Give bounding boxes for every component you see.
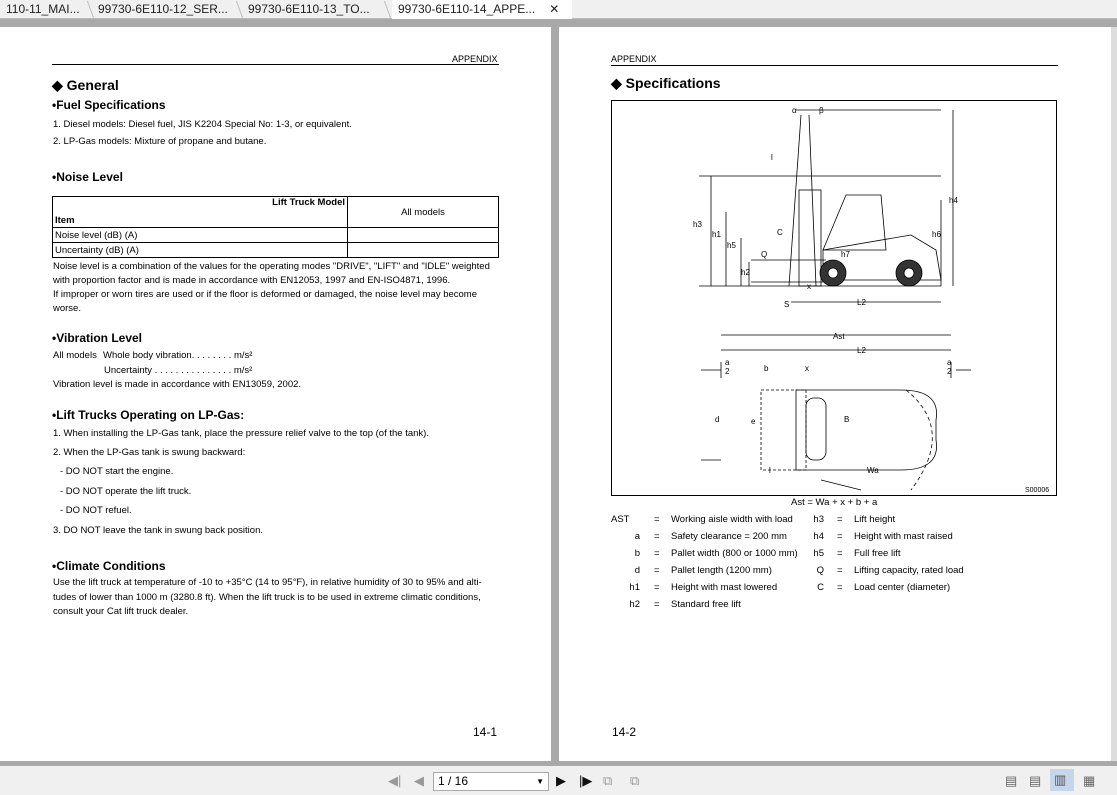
tab-11[interactable]: 110-11_MAI... <box>6 2 80 16</box>
single-page-icon[interactable]: ▤ <box>1005 773 1018 788</box>
legend-key: h3 <box>813 514 824 525</box>
diagram-label: α <box>792 106 797 115</box>
lpgas-text: - DO NOT start the engine. <box>60 466 174 477</box>
legend-equals: = <box>654 582 660 593</box>
fuel-item: 2. LP-Gas models: Mixture of propane and butane. <box>53 136 267 147</box>
table-cell: Noise level (dB) (A) <box>53 228 348 243</box>
dropdown-arrow-icon: ▼ <box>536 777 544 786</box>
tab-14[interactable] <box>392 0 572 19</box>
tab-12[interactable]: 99730-6E110-12_SER... <box>98 2 228 16</box>
diagram-label: Q <box>761 250 768 259</box>
legend-equals: = <box>837 548 843 559</box>
diagram-label: x <box>807 282 811 291</box>
legend-equals: = <box>654 514 660 525</box>
tab-label: 99730-6E110-14_APPE... <box>398 2 536 16</box>
diagram-label: Ast <box>833 332 845 341</box>
legend-equals: = <box>837 514 843 525</box>
diagram-label: b <box>764 364 769 373</box>
legend-key: a <box>634 531 640 542</box>
lpgas-text: 3. DO NOT leave the tank in swung back position. <box>53 525 263 536</box>
legend-equals: = <box>837 565 843 576</box>
diagram-label: h1 <box>712 230 721 239</box>
fuel-item: 1. Diesel models: Diesel fuel, JIS K2204 Special No: 1-3, or equivalent. <box>53 119 352 130</box>
legend-key: b <box>634 548 640 559</box>
legend-equals: = <box>837 582 843 593</box>
legend-key: h4 <box>813 531 824 542</box>
climate-text: tudes of lower than 1000 m (3280.8 ft). When the lift truck is to be used in extreme climatic conditions, <box>53 592 481 603</box>
continuous-facing-icon[interactable]: ▦ <box>1083 773 1096 788</box>
diagram-label: e <box>751 417 756 426</box>
left-page <box>0 27 551 761</box>
diagram-label: a <box>947 358 952 367</box>
tab-bar <box>0 0 1117 19</box>
legend-value: Lifting capacity, rated load <box>854 565 964 576</box>
next-page-icon[interactable]: ▶ <box>556 773 566 788</box>
legend-value: Pallet width (800 or 1000 mm) <box>671 548 798 559</box>
formula: Ast = Wa + x + b + a <box>791 497 878 508</box>
diagram-label: h5 <box>727 241 736 250</box>
lpgas-text: 2. When the LP-Gas tank is swung backward: <box>53 447 246 458</box>
vibration-text: Whole body vibration. . . . . . . . m/s² <box>103 350 253 361</box>
page-number: 14-2 <box>612 725 637 739</box>
close-tab-icon[interactable]: ✕ <box>549 2 560 16</box>
page-number: 14-1 <box>473 725 498 739</box>
table-cell: Uncertainty (dB) (A) <box>53 243 348 258</box>
climate-heading: •Climate Conditions <box>52 559 166 573</box>
legend-key: h1 <box>629 582 640 593</box>
legend-value: Height with mast lowered <box>671 582 778 593</box>
legend-value: Standard free lift <box>671 599 741 610</box>
diagram-label: Wa <box>867 466 879 475</box>
climate-text: Use the lift truck at temperature of -10 to +35°C (14 to 95°F), in relative humidity of 30 to 95% and alti- <box>53 577 482 588</box>
lpgas-text: 1. When installing the LP-Gas tank, place the pressure relief valve to the top (of the tank). <box>53 428 429 439</box>
diagram-label: β <box>819 106 824 115</box>
fuel-heading: •Fuel Specifications <box>52 98 166 112</box>
diagram-label: C <box>777 228 783 237</box>
diagram-label: 2 <box>725 367 730 376</box>
facing-pages-icon[interactable]: ▥ <box>1050 769 1074 791</box>
legend-key: h5 <box>813 548 824 559</box>
legend-value: Working aisle width with load <box>671 514 793 525</box>
noise-heading: •Noise Level <box>52 170 123 184</box>
prev-page-icon[interactable]: ◀ <box>414 773 424 788</box>
noise-table <box>52 196 499 258</box>
diagram-label: L2 <box>857 346 866 355</box>
legend-key: d <box>634 565 640 576</box>
climate-text: consult your Cat lift truck dealer. <box>53 606 189 617</box>
lpgas-text: - DO NOT refuel. <box>60 505 132 516</box>
legend-equals: = <box>654 565 660 576</box>
diagram-label: S <box>784 300 790 309</box>
last-page-icon[interactable]: |▶ <box>579 773 593 788</box>
diagram-label: d <box>715 415 720 424</box>
diagram-label: L2 <box>857 298 866 307</box>
noise-text: worse. <box>53 303 81 314</box>
legend-value: Height with mast raised <box>854 531 953 542</box>
diagram-label: 2 <box>947 367 952 376</box>
section-title: ◆ Specifications <box>611 75 721 91</box>
legend-equals: = <box>654 548 660 559</box>
header-cell: Item <box>55 215 75 226</box>
diagram-code: S00006 <box>1025 487 1050 494</box>
page-selector[interactable] <box>433 772 549 791</box>
tab-13[interactable]: 99730-6E110-13_TO... <box>248 2 370 16</box>
right-page <box>559 27 1111 761</box>
diagram-label: h2 <box>741 268 750 277</box>
continuous-page-icon[interactable]: ▤ <box>1029 773 1042 788</box>
header-cell: Lift Truck Model <box>272 197 345 208</box>
diagram-label: a <box>725 358 730 367</box>
vertical-scrollbar[interactable] <box>1111 27 1117 761</box>
legend-key: C <box>817 582 824 593</box>
diagram-label: h3 <box>693 220 702 229</box>
vibration-heading: •Vibration Level <box>52 331 143 345</box>
legend-equals: = <box>654 531 660 542</box>
bottom-toolbar <box>0 765 1117 795</box>
legend-key: AST <box>611 514 630 525</box>
noise-text: Noise level is a combination of the values for the operating modes "DRIVE", "LIFT" and "IDLE" weighted <box>53 261 490 272</box>
vibration-text: All models <box>53 350 97 361</box>
forklift-dimension-diagram <box>611 100 1057 496</box>
lpgas-text: - DO NOT operate the lift truck. <box>60 486 192 497</box>
header-cell: All models <box>348 197 499 228</box>
legend-key: h2 <box>629 599 640 610</box>
previous-view-icon[interactable]: ⧉ <box>603 773 613 788</box>
legend-value: Lift height <box>854 514 896 525</box>
legend-equals: = <box>654 599 660 610</box>
diagram-label: l <box>771 153 773 162</box>
noise-text: with proportion factor and is made in accordance with EN12053, 1997 and EN-ISO4871, 1996. <box>53 275 451 286</box>
first-page-icon[interactable]: ◀| <box>388 773 402 788</box>
page-header: APPENDIX <box>611 54 657 64</box>
next-view-icon[interactable]: ⧉ <box>630 773 640 788</box>
page-header: APPENDIX <box>452 54 498 64</box>
legend-key: Q <box>816 565 824 576</box>
vibration-text: Vibration level is made in accordance with EN13059, 2002. <box>53 379 302 390</box>
legend-equals: = <box>837 531 843 542</box>
vibration-text: Uncertainty . . . . . . . . . . . . . . . m/s² <box>104 365 253 376</box>
diagram-label: x <box>805 364 809 373</box>
diagram-label: l <box>769 466 771 475</box>
page-display: 1 / 16 <box>438 774 469 788</box>
diagram-label: h6 <box>932 230 941 239</box>
diagram-label: h4 <box>949 196 958 205</box>
noise-text: If improper or worn tires are used or if the floor is deformed or damaged, the noise level may become <box>53 289 478 300</box>
diagram-label: h7 <box>841 250 850 259</box>
diagram-label: B <box>844 415 850 424</box>
legend-value: Full free lift <box>854 548 901 559</box>
legend-value: Safety clearance = 200 mm <box>671 531 787 542</box>
legend-value: Load center (diameter) <box>854 582 951 593</box>
lpgas-heading: •Lift Trucks Operating on LP-Gas: <box>52 408 245 422</box>
legend-value: Pallet length (1200 mm) <box>671 565 772 576</box>
section-title: ◆ General <box>52 77 119 93</box>
